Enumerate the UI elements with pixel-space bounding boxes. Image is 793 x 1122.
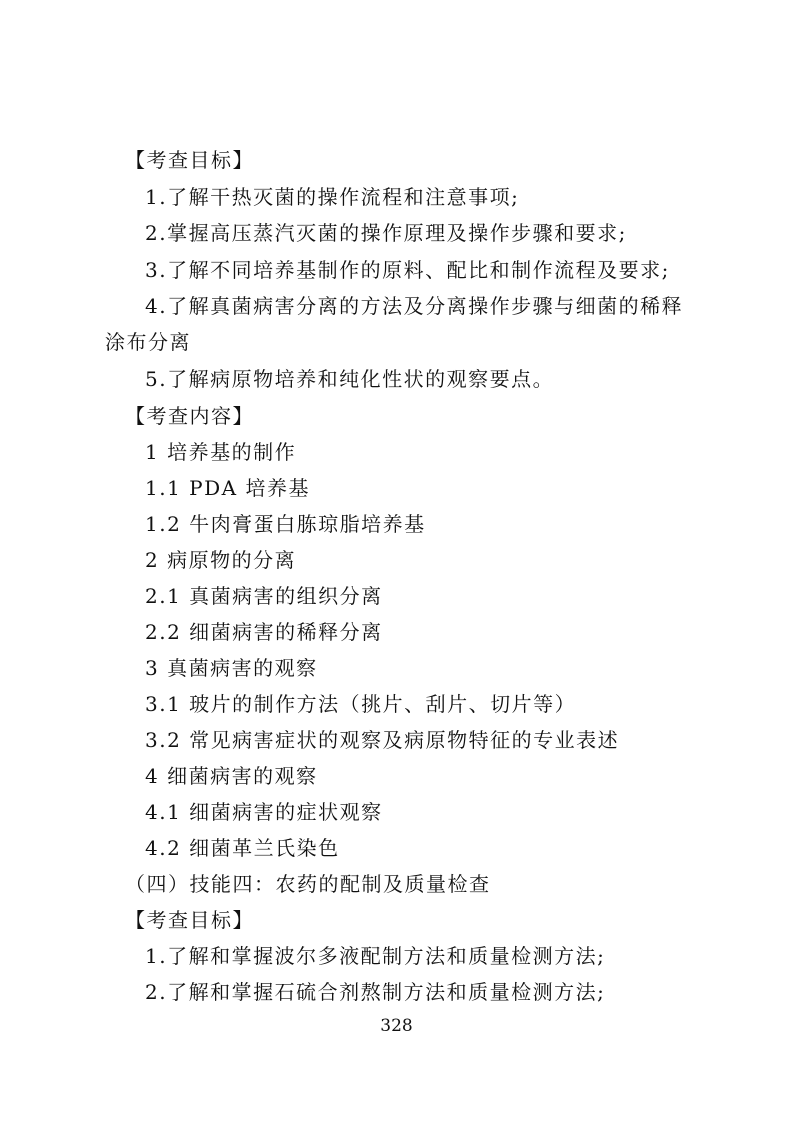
section-heading-exam-objectives-2: 【考查目标】 [125, 908, 254, 932]
objective-item-5: 5.了解病原物培养和纯化性状的观察要点。 [145, 367, 555, 391]
content-item-3-2: 3.2 常见病害症状的观察及病原物特征的专业表述 [145, 728, 620, 752]
objective-item-4-continuation: 涂布分离 [105, 330, 191, 354]
objective-item-1: 1.了解干热灭菌的操作流程和注意事项; [145, 185, 520, 209]
skill-heading: （四）技能四：农药的配制及质量检查 [125, 872, 491, 896]
content-item-4: 4 细菌病害的观察 [145, 764, 318, 788]
content-item-3-1: 3.1 玻片的制作方法（挑片、刮片、切片等） [145, 692, 577, 716]
objective-item-4: 4.了解真菌病害分离的方法及分离操作步骤与细菌的稀释 [145, 294, 684, 318]
objective-item-1-b: 1.了解和掌握波尔多液配制方法和质量检测方法; [145, 944, 606, 968]
section-heading-exam-content: 【考查内容】 [125, 404, 254, 428]
content-item-2: 2 病原物的分离 [145, 548, 297, 572]
objective-item-3: 3.了解不同培养基制作的原料、配比和制作流程及要求; [145, 258, 670, 282]
content-item-1-1: 1.1 PDA 培养基 [145, 476, 310, 500]
content-item-1-2: 1.2 牛肉膏蛋白胨琼脂培养基 [145, 512, 426, 536]
section-heading-exam-objectives: 【考查目标】 [125, 148, 254, 172]
page-number: 328 [380, 1016, 413, 1036]
content-item-4-2: 4.2 细菌革兰氏染色 [145, 836, 340, 860]
content-item-2-2: 2.2 细菌病害的稀释分离 [145, 620, 383, 644]
content-item-4-1: 4.1 细菌病害的症状观察 [145, 800, 383, 824]
objective-item-2: 2.掌握高压蒸汽灭菌的操作原理及操作步骤和要求; [145, 221, 627, 245]
content-item-1: 1 培养基的制作 [145, 440, 297, 464]
content-item-2-1: 2.1 真菌病害的组织分离 [145, 584, 383, 608]
objective-item-2-b: 2.了解和掌握石硫合剂熬制方法和质量检测方法; [145, 980, 606, 1004]
content-item-3: 3 真菌病害的观察 [145, 656, 318, 680]
